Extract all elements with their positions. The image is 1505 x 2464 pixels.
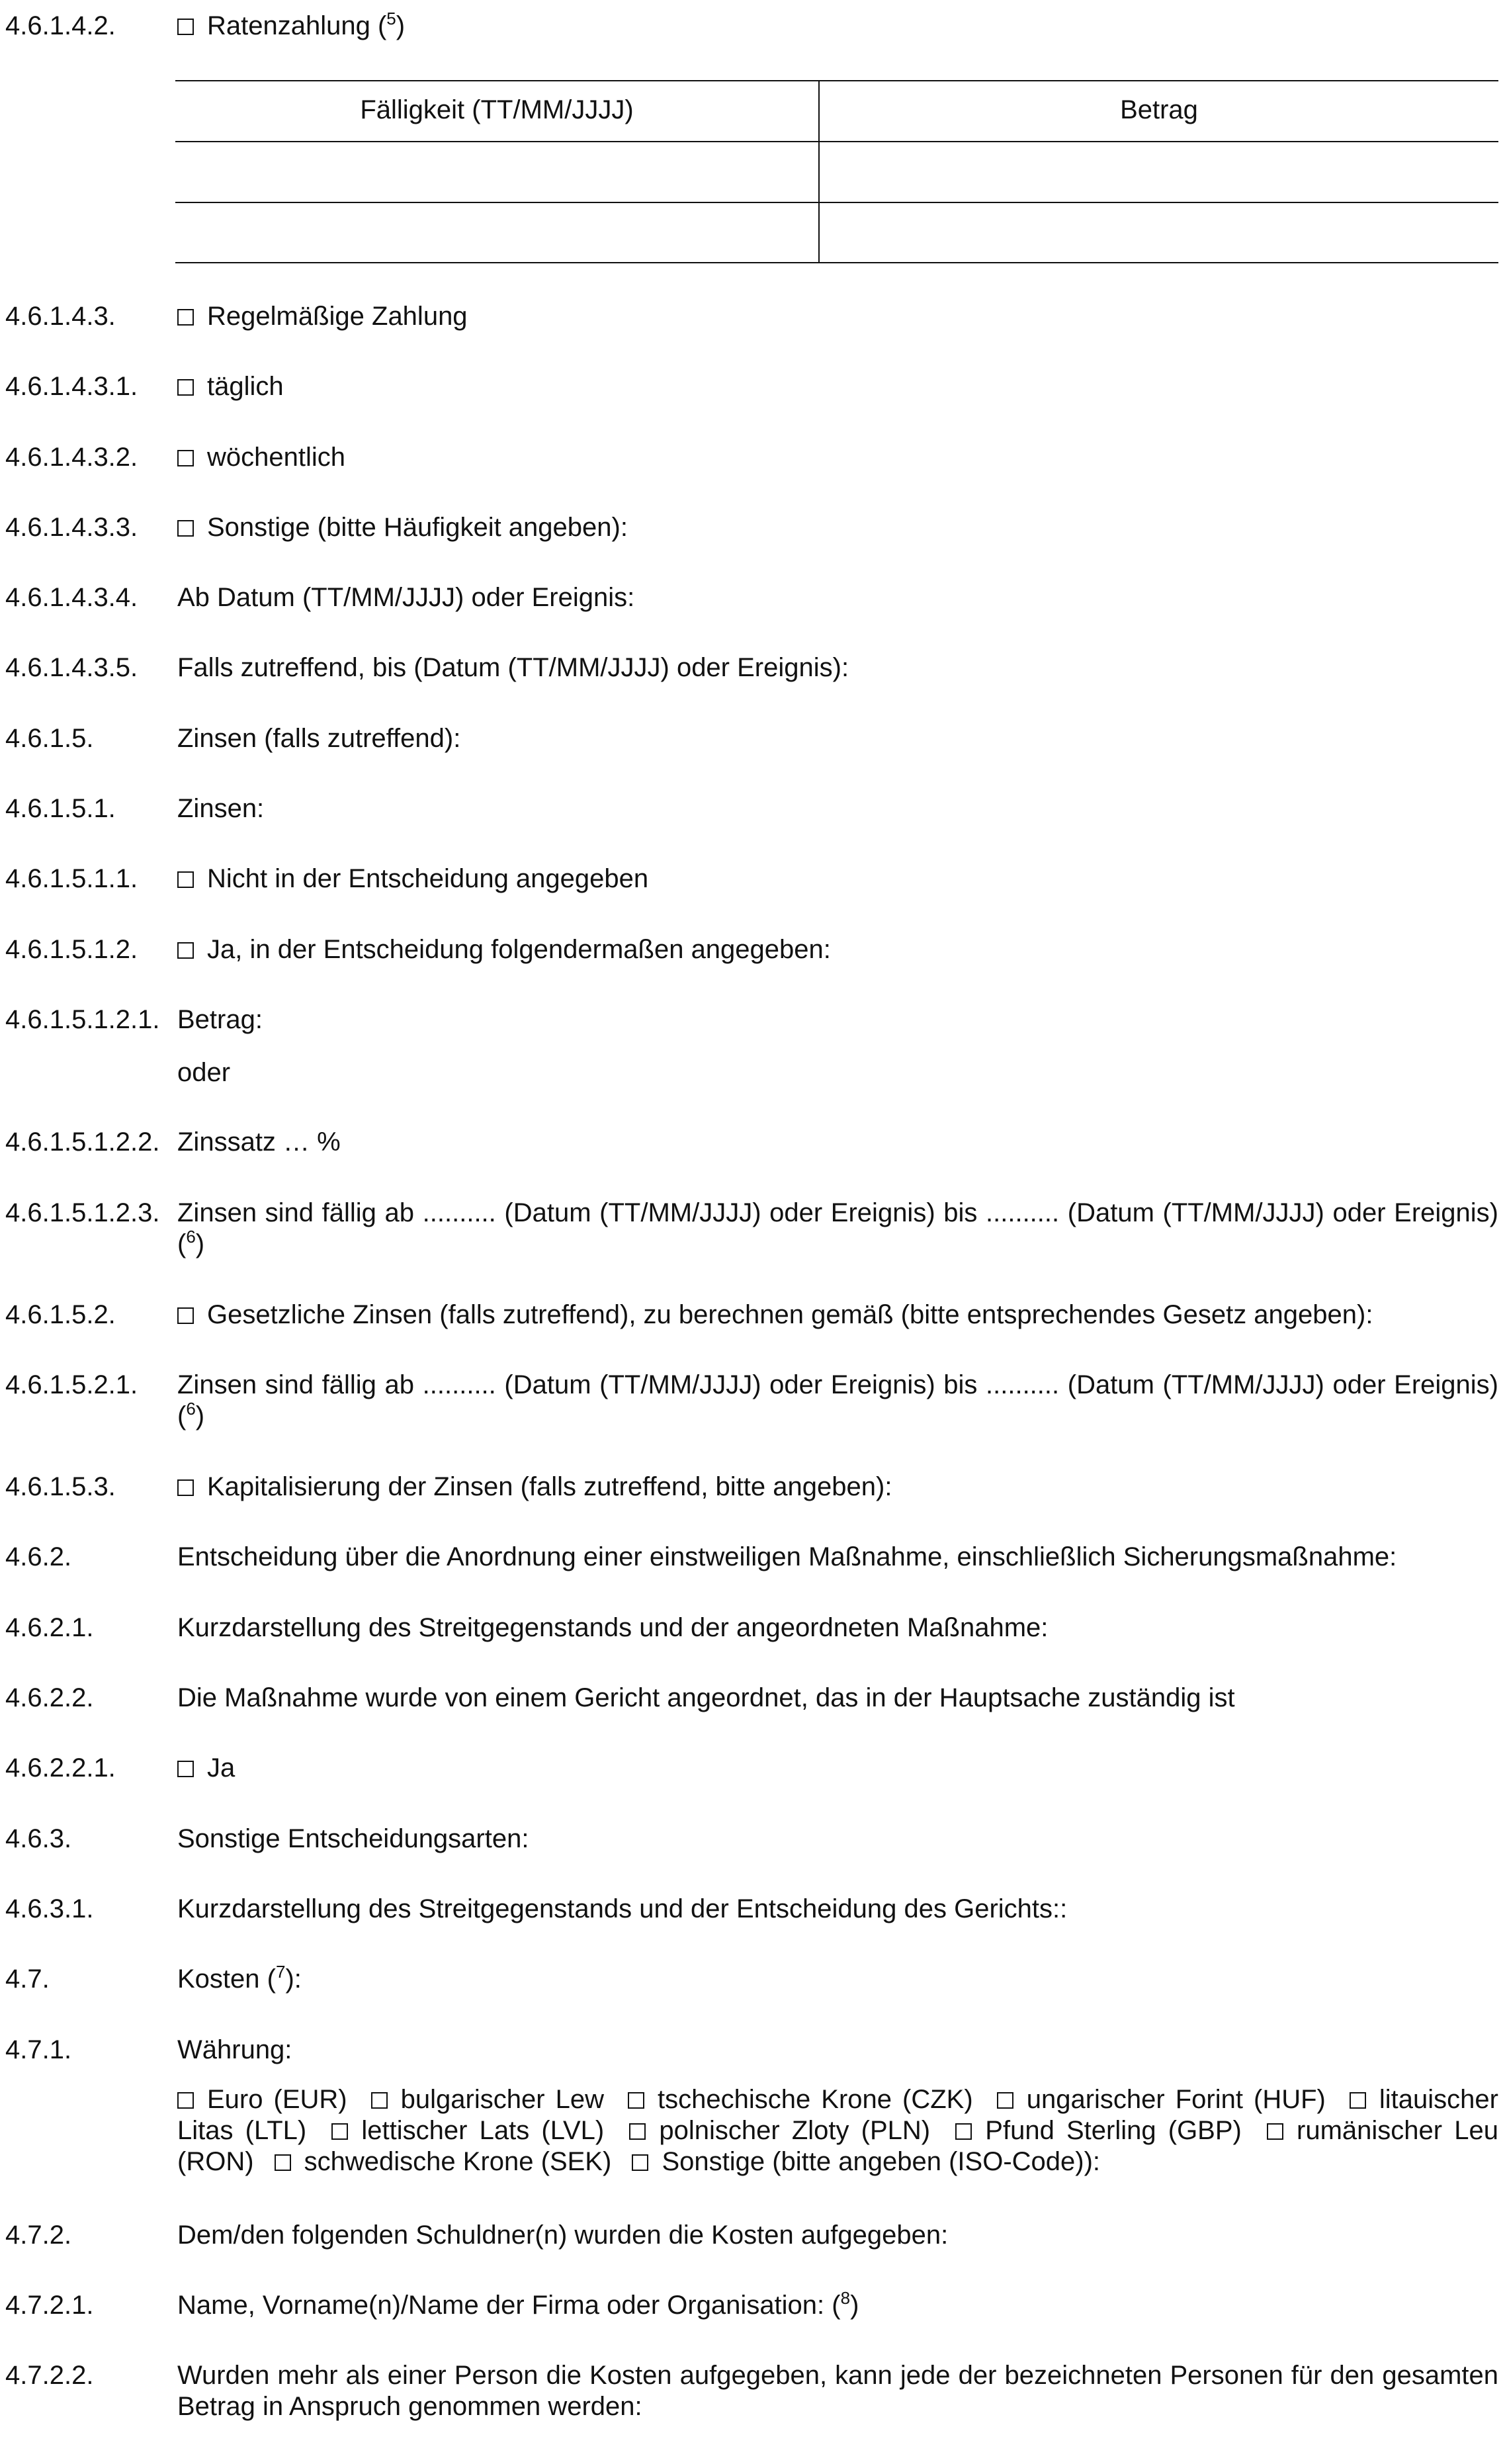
item-label: Zinsen sind fällig ab .......... (Datum (TT/MM/JJJJ) oder Ereignis) bis .......... (Datum (TT/MM/JJJJ) oder Ereignis) ($^6$) <box>177 1198 1498 1258</box>
currency-label: Sonstige (bitte angeben (ISO-Code)): <box>662 2147 1101 2176</box>
checkbox-gbp[interactable] <box>955 2123 972 2140</box>
table-rule <box>175 262 1498 263</box>
item-number: 4.6.1.4.3.3. <box>5 513 138 542</box>
item-schuldner <box>0 2220 1505 2251</box>
checkbox-huf[interactable] <box>997 2092 1013 2109</box>
checkbox-pln[interactable] <box>629 2123 646 2140</box>
item-number: 4.6.1.4.3. <box>5 302 116 331</box>
currency-label: bulgarischer Lew <box>400 2085 604 2114</box>
item-ja <box>0 1753 1505 1784</box>
item-number: 4.6.2.1. <box>5 1613 94 1642</box>
item-taeglich <box>0 371 1505 402</box>
checkbox-ron[interactable] <box>1267 2123 1283 2140</box>
item-label: Ab Datum (TT/MM/JJJJ) oder Ereignis: <box>177 583 635 612</box>
footnote-ref: 8 <box>840 2288 851 2308</box>
item-number: 4.7.1. <box>5 2035 72 2064</box>
table-rule <box>175 80 1498 81</box>
item-number: 4.6.1.5.2. <box>5 1300 116 1329</box>
checkbox-czk[interactable] <box>628 2092 644 2109</box>
item-label: Währung: <box>177 2035 292 2064</box>
checkbox-eur[interactable] <box>177 2092 194 2109</box>
item-label: Ja, in der Entscheidung folgendermaßen angegeben: <box>207 935 831 964</box>
checkbox-ltl[interactable] <box>1350 2092 1366 2109</box>
item-number: 4.6.1.5.1.1. <box>5 864 138 893</box>
item-label: Zinsen sind fällig ab .......... (Datum (TT/MM/JJJJ) oder Ereignis) bis .......... (Datum (TT/MM/JJJJ) oder Ereignis) ($^6$) <box>177 1370 1498 1430</box>
currency-label: tschechische Krone (CZK) <box>658 2085 973 2114</box>
item-label: Ratenzahlung ( <box>207 11 387 40</box>
currency-options <box>177 2084 1498 2178</box>
item-ab-datum <box>0 582 1505 613</box>
checkbox[interactable] <box>177 1479 194 1496</box>
item-number: 4.6.1.5.1.2. <box>5 935 138 964</box>
footnote-ref: 5 <box>386 9 396 28</box>
item-number: 4.7.2. <box>5 2221 72 2250</box>
item-number: 4.6.1.5.1. <box>5 794 116 823</box>
item-number: 4.6.1.4.3.4. <box>5 583 138 612</box>
item-zinsen-faellig <box>0 1198 1505 1260</box>
checkbox[interactable] <box>177 379 194 396</box>
item-number: 4.7.2.2. <box>5 2361 94 2390</box>
item-number: 4.6.1.4.3.2. <box>5 443 138 472</box>
item-zinsen <box>0 793 1505 824</box>
item-kosten <box>0 1964 1505 1995</box>
cell-due-date[interactable] <box>175 142 817 200</box>
item-label: Kurzdarstellung des Streitgegenstands und der Entscheidung des Gerichts:: <box>177 1894 1068 1923</box>
currency-label: polnischer Zloty (PLN) <box>659 2116 931 2145</box>
currency-label: rumänischer Leu (RON) <box>177 2116 1498 2176</box>
item-number: 4.6.3. <box>5 1824 72 1853</box>
item-label: Kurzdarstellung des Streitgegenstands und der angeordneten Maßnahme: <box>177 1613 1049 1642</box>
item-label: Ja <box>207 1753 236 1782</box>
item-number: 4.6.1.4.2. <box>5 11 116 40</box>
item-name <box>0 2290 1505 2321</box>
checkbox[interactable] <box>177 309 194 326</box>
footnote-ref: 6 <box>186 1227 196 1247</box>
cell-amount[interactable] <box>821 142 1497 200</box>
currency-label: Euro (EUR) <box>207 2085 347 2114</box>
item-label: Falls zutreffend, bis (Datum (TT/MM/JJJJ) oder Ereignis): <box>177 653 849 682</box>
item-gesetzliche-zinsen <box>0 1299 1505 1331</box>
item-number: 4.7.2.1. <box>5 2291 94 2320</box>
item-number: 4.6.1.5.1.2.3. <box>5 1198 160 1227</box>
item-kapitalisierung <box>0 1472 1505 1503</box>
item-label: Zinsen: <box>177 794 265 823</box>
checkbox[interactable] <box>177 871 194 888</box>
checkbox-other-currency[interactable] <box>632 2154 648 2171</box>
item-kurzdarstellung-entscheidung <box>0 1894 1505 1925</box>
item-number: 4.7. <box>5 1964 50 1994</box>
cell-amount[interactable] <box>821 203 1497 261</box>
item-oder <box>0 1057 1505 1088</box>
item-nicht-angegeben <box>0 863 1505 895</box>
item-number: 4.6.3.1. <box>5 1894 94 1923</box>
item-woechentlich <box>0 442 1505 473</box>
item-label: Name, Vorname(n)/Name der Firma oder Organisation: ($^8$) <box>177 2288 859 2320</box>
item-bis-datum <box>0 652 1505 683</box>
item-number: 4.6.1.5.1.2.1. <box>5 1005 160 1034</box>
item-zinssatz <box>0 1127 1505 1158</box>
item-sonstige-entscheidungsarten <box>0 1824 1505 1855</box>
item-number: 4.6.1.5. <box>5 724 94 753</box>
currency-label: ungarischer Forint (HUF) <box>1026 2085 1326 2114</box>
item-label: Wurden mehr als einer Person die Kosten aufgegeben, kann jede der bezeichneten Personen für den gesamten Betrag in Anspruch genommen werden: <box>177 2361 1498 2421</box>
item-betrag <box>0 1004 1505 1035</box>
item-label: oder <box>177 1058 231 1087</box>
item-number: 4.6.1.4.3.1. <box>5 372 138 401</box>
item-label: Nicht in der Entscheidung angegeben <box>207 864 649 893</box>
item-label: Entscheidung über die Anordnung einer einstweiligen Maßnahme, einschließlich Sicherungsmaßnahme: <box>177 1542 1397 1571</box>
item-number: 4.6.2.2. <box>5 1683 94 1712</box>
item-label: Dem/den folgenden Schuldner(n) wurden die Kosten aufgegeben: <box>177 2221 949 2250</box>
installment-table <box>175 80 1498 263</box>
checkbox-sek[interactable] <box>275 2154 291 2171</box>
item-hauptsache-zustaendig <box>0 1683 1505 1714</box>
item-number: 4.6.1.4.3.5. <box>5 653 138 682</box>
checkbox[interactable] <box>177 1307 194 1324</box>
checkbox[interactable] <box>177 520 194 537</box>
item-label: Zinssatz … % <box>177 1127 341 1157</box>
item-number: 4.6.1.5.1.2.2. <box>5 1127 160 1157</box>
currency-label: litauischer Litas (LTL) <box>177 2085 1498 2145</box>
item-label: Regelmäßige Zahlung <box>207 302 468 331</box>
item-label: Gesetzliche Zinsen (falls zutreffend), zu berechnen gemäß (bitte entsprechendes Gesetz angeben): <box>207 1300 1373 1329</box>
item-ja-angegeben <box>0 934 1505 965</box>
currency-label: lettischer Lats (LVL) <box>361 2116 605 2145</box>
item-gesetzliche-zinsen-faellig <box>0 1370 1505 1432</box>
currency-label: schwedische Krone (SEK) <box>304 2147 612 2176</box>
item-sonstige-haeufigkeit <box>0 512 1505 543</box>
item-zinsen-falls-zutreffend <box>0 723 1505 754</box>
currency-label: Pfund Sterling (GBP) <box>985 2116 1242 2145</box>
item-number: 4.6.2. <box>5 1542 72 1571</box>
item-label: Zinsen (falls zutreffend): <box>177 724 461 753</box>
item-label: Die Maßnahme wurde von einem Gericht angeordnet, das in der Hauptsache zuständig ist <box>177 1683 1235 1712</box>
item-label: wöchentlich <box>207 443 346 472</box>
item-regelmaessige-zahlung <box>0 301 1505 332</box>
checkbox-lvl[interactable] <box>331 2123 348 2140</box>
item-label: Sonstige Entscheidungsarten: <box>177 1824 529 1853</box>
item-number: 4.6.1.5.2.1. <box>5 1370 138 1399</box>
item-label: Sonstige (bitte Häufigkeit angeben): <box>207 513 628 542</box>
item-label: Kosten ($^7$): <box>177 1962 302 1994</box>
column-header-due-date: Fälligkeit (TT/MM/JJJJ) <box>360 95 634 124</box>
item-label: täglich <box>207 372 284 401</box>
checkbox[interactable] <box>177 942 194 959</box>
item-label: Betrag: <box>177 1005 263 1034</box>
item-einstweilige-massnahme <box>0 1542 1505 1573</box>
checkbox-bgn[interactable] <box>371 2092 388 2109</box>
footnote-ref: 6 <box>186 1399 196 1419</box>
checkbox[interactable] <box>177 450 194 466</box>
item-label: Kapitalisierung der Zinsen (falls zutreffend, bitte angeben): <box>207 1472 892 1501</box>
cell-due-date[interactable] <box>175 203 817 261</box>
item-number: 4.6.2.2.1. <box>5 1753 116 1782</box>
checkbox[interactable] <box>177 19 194 35</box>
item-waehrung <box>0 2035 1505 2066</box>
footnote-ref: 7 <box>275 1962 286 1982</box>
checkbox[interactable] <box>177 1761 194 1777</box>
item-gesamtschuldner <box>0 2360 1505 2422</box>
item-number: 4.6.1.5.3. <box>5 1472 116 1501</box>
item-kurzdarstellung-massnahme <box>0 1612 1505 1644</box>
item-ratenzahlung: 4.6.1.4.2. Ratenzahlung ($^5$) <box>5 9 406 40</box>
column-header-amount: Betrag <box>1120 95 1198 124</box>
